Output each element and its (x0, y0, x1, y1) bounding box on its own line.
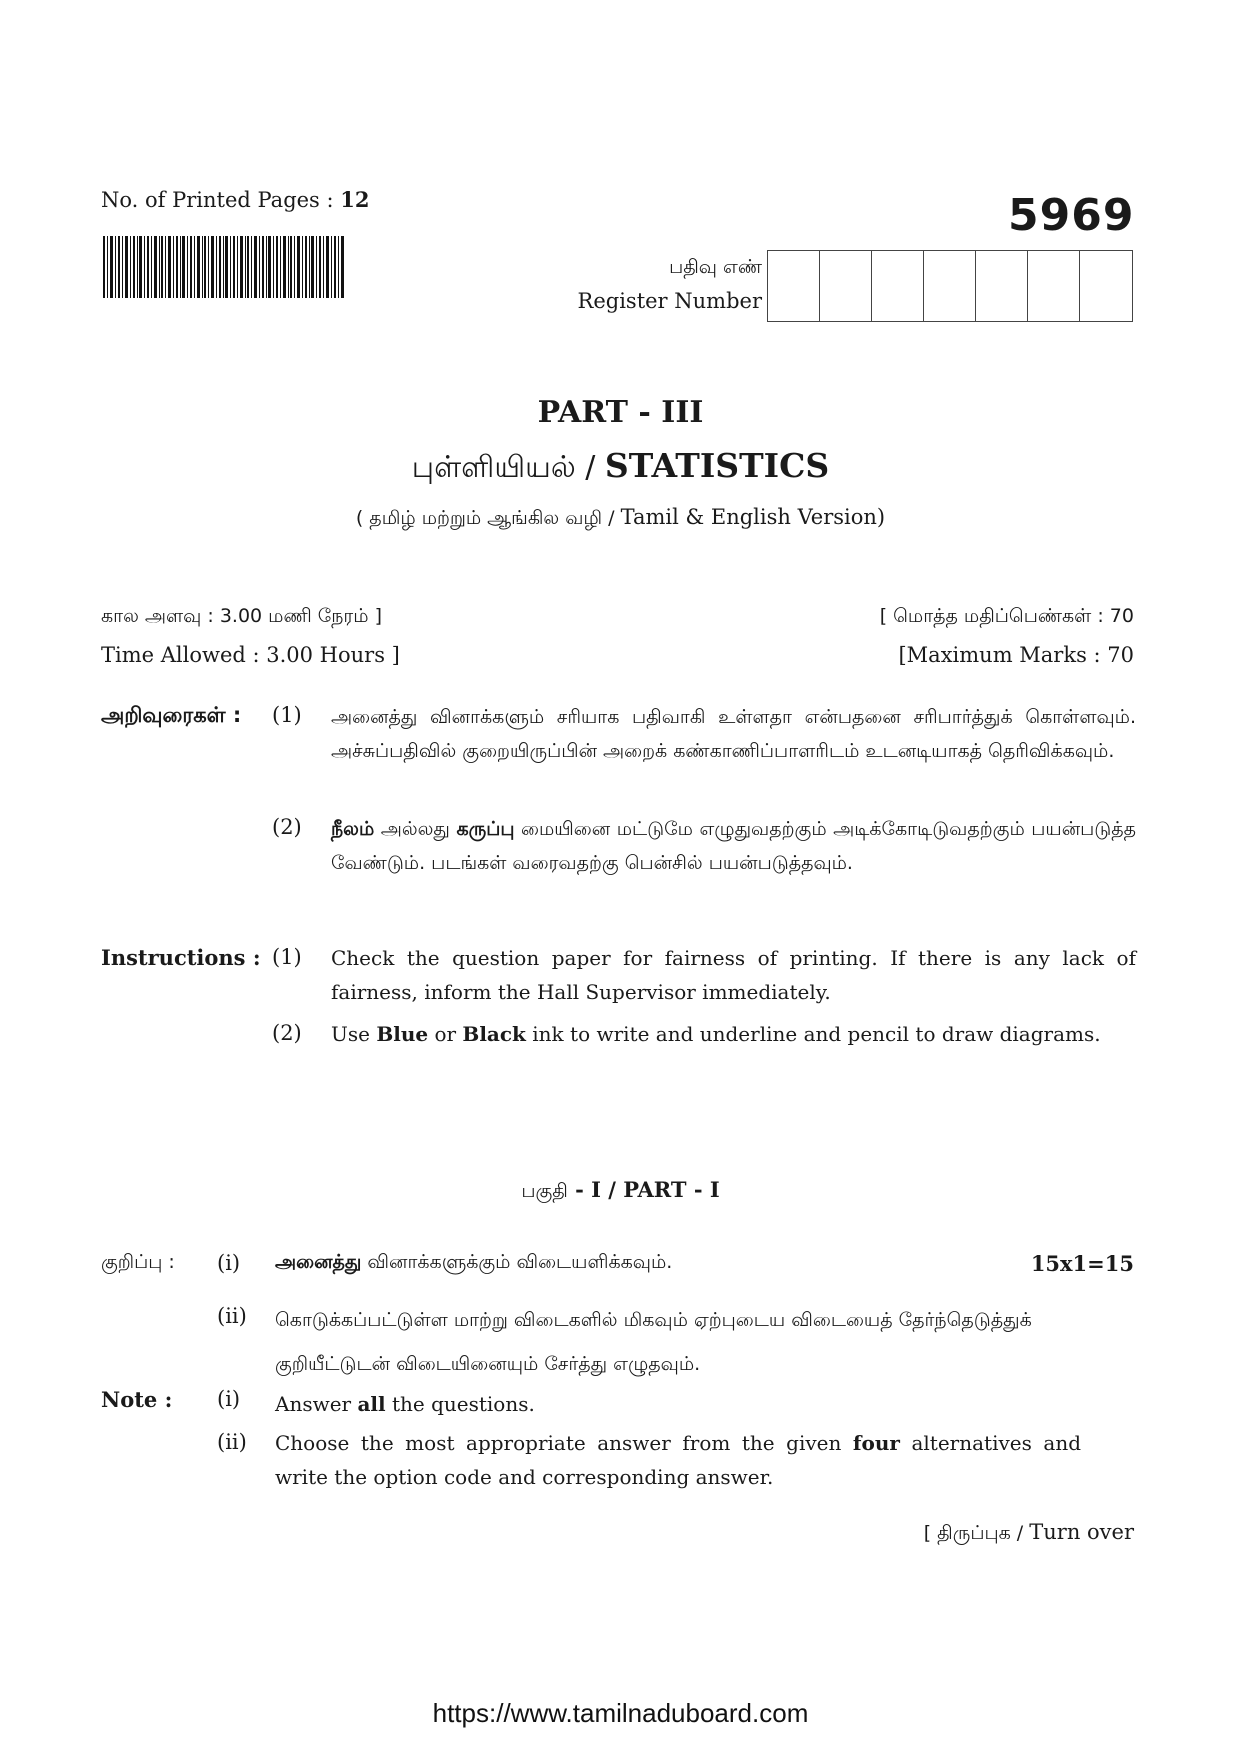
turn-over-tamil: [ திருப்புக / (923, 1522, 1030, 1544)
register-label-english: Register Number (577, 289, 762, 313)
register-label-tamil: பதிவு எண் (669, 256, 762, 278)
note-text: வினாக்களுக்கும் விடையளிக்கவும். (361, 1251, 673, 1273)
instruction-number: (2) (272, 815, 302, 839)
max-marks-english: [Maximum Marks : 70 (898, 643, 1134, 667)
note-tamil-label: குறிப்பு : (101, 1251, 175, 1273)
printed-pages-value: 12 (340, 187, 370, 212)
instruction-number: (1) (272, 945, 302, 969)
instruction-text: மையினை மட்டுமே எழுதுவதற்கும் அடிக்கோடிடுவதற்கும் பயன்படுத்த வேண்டும். படங்கள் வரைவதற்கு பென்சில் பயன்படுத்தவும். (331, 818, 1136, 874)
time-allowed-tamil: கால அளவு : 3.00 மணி நேரம் ] (101, 605, 382, 627)
medium-version-tamil: ( தமிழ் மற்றும் ஆங்கில வழி / (355, 507, 621, 529)
register-digit-box[interactable] (872, 251, 924, 321)
instruction-english-2 (331, 1017, 1136, 1051)
subject-title-tamil: புள்ளியியல் / (411, 450, 605, 485)
medium-version-english: Tamil & English Version) (620, 505, 886, 529)
instruction-text: அல்லது (374, 818, 457, 840)
note-english-1 (275, 1387, 535, 1421)
ink-black-tamil: கருப்பு (456, 818, 515, 840)
instruction-tamil-1: அனைத்து வினாக்களும் சரியாக பதிவாகி உள்ளதா என்பதனை சரிபார்த்துக் கொள்ளவும். அச்சுப்பதிவில் குறையிருப்பின் அறைக் கண்காணிப்பாளரிடம் உடனடியாகத் தெரிவிக்கவும். (331, 706, 1136, 762)
note-text: Answer (275, 1392, 358, 1416)
marks-scheme: 15x1=15 (1030, 1251, 1134, 1276)
register-digit-box[interactable] (976, 251, 1028, 321)
printed-pages (101, 187, 370, 212)
instructions-english-label: Instructions : (101, 945, 261, 970)
register-digit-box[interactable] (924, 251, 976, 321)
note-tamil-1 (275, 1251, 672, 1276)
turn-over (924, 1520, 1134, 1547)
instruction-text: Use (331, 1022, 377, 1046)
turn-over-english: Turn over (1029, 1520, 1134, 1544)
note-text: the questions. (385, 1392, 535, 1416)
instruction-english-1: Check the question paper for fairness of printing. If there is any lack of fairness, inform the Hall Supervisor immediately. (331, 946, 1136, 1004)
note-number: (ii) (217, 1430, 247, 1454)
part-one-heading-english: - I / PART - I (567, 1177, 720, 1202)
ink-blue: Blue (376, 1022, 429, 1046)
all-english: all (357, 1392, 386, 1416)
part-heading: PART - III (537, 395, 704, 430)
four-english: four (852, 1431, 900, 1455)
all-tamil: அனைத்து (275, 1251, 362, 1273)
part-one-heading-tamil: பகுதி (521, 1180, 568, 1202)
part-one-heading (0, 1177, 1241, 1205)
note-tamil-2: கொடுக்கப்பட்டுள்ள மாற்று விடைகளில் மிகவும் ஏற்புடைய விடையைத் தேர்ந்தெடுத்துக் குறியீட்டுடன் விடையினையும் சேர்த்து எழுதவும். (275, 1309, 1032, 1375)
instruction-number: (1) (272, 703, 302, 727)
barcode-image (103, 236, 344, 298)
printed-pages-label: No. of Printed Pages : (101, 188, 341, 212)
note-number: (i) (217, 1251, 241, 1275)
instruction-number: (2) (272, 1021, 302, 1045)
footer-website-url[interactable]: https://www.tamilnaduboard.com (432, 1698, 809, 1728)
instruction-text: ink to write and underline and pencil to draw diagrams. (525, 1022, 1101, 1046)
paper-code: 5969 (1008, 190, 1135, 241)
note-number: (ii) (217, 1304, 247, 1328)
note-number: (i) (217, 1387, 241, 1411)
register-digit-box[interactable] (820, 251, 872, 321)
ink-black: Black (462, 1022, 526, 1046)
ink-blue-tamil: நீலம் (331, 818, 375, 840)
register-digit-box[interactable] (1080, 251, 1132, 321)
instruction-text: or (428, 1022, 463, 1046)
register-digit-box[interactable] (1028, 251, 1080, 321)
note-text: Choose the most appropriate answer from the given (275, 1431, 853, 1455)
max-marks-tamil: [ மொத்த மதிப்பெண்கள் : 70 (879, 605, 1134, 627)
subject-title-english: STATISTICS (604, 446, 830, 485)
register-labels (540, 250, 762, 318)
register-number-boxes (767, 250, 1133, 322)
instructions-tamil-label: அறிவுரைகள் : (101, 703, 242, 727)
note-english-label: Note : (101, 1387, 173, 1412)
register-digit-box[interactable] (768, 251, 820, 321)
medium-version (0, 505, 1241, 532)
instruction-tamil-2 (331, 812, 1136, 880)
time-allowed-english: Time Allowed : 3.00 Hours ] (101, 643, 400, 667)
note-english-2 (275, 1426, 1081, 1494)
note-text: alternatives and write the option code and corresponding answer. (275, 1431, 1082, 1489)
subject-title (0, 446, 1241, 489)
